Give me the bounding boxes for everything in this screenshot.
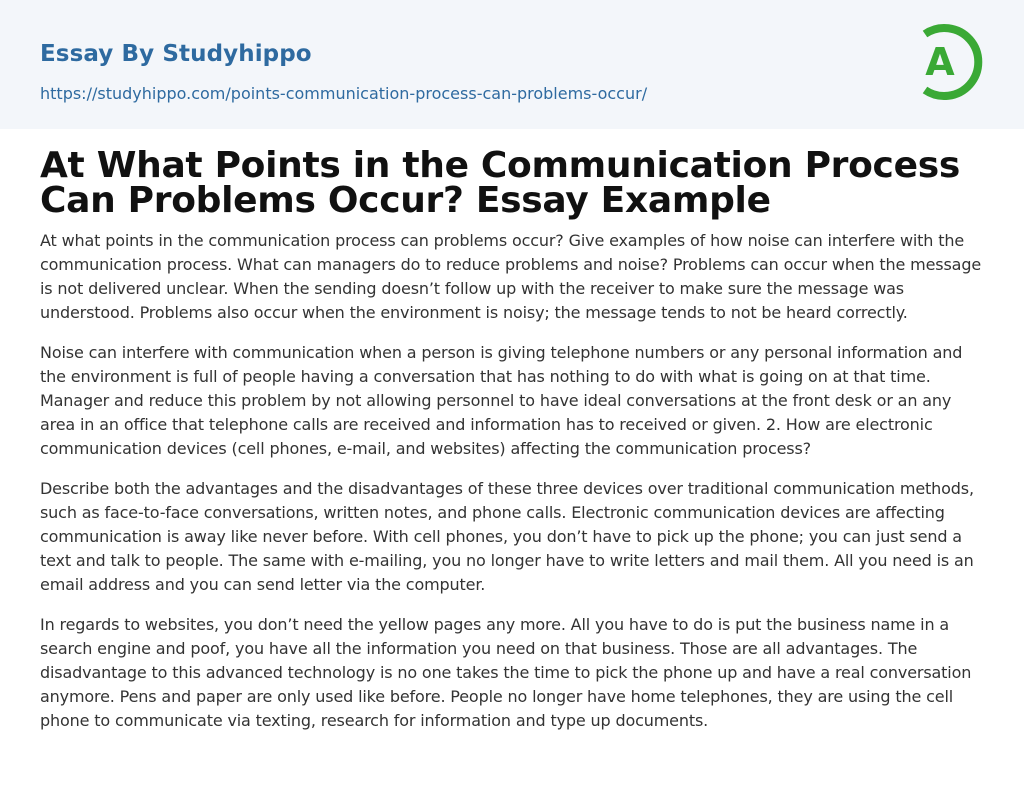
logo-letter: A <box>925 40 955 84</box>
article-title: At What Points in the Communication Process Can Problems Occur? Essay Example <box>40 145 960 221</box>
site-brand[interactable]: Essay By Studyhippo <box>40 41 312 67</box>
page-url[interactable]: https://studyhippo.com/points-communication-process-can-problems-occur/ <box>40 84 648 103</box>
article-paragraph: In regards to websites, you don’t need the yellow pages any more. All you have to do is put the business name in a search engine and poof, you have all the information you need on that business. Those are all advantages. The disadvantage to this advanced technology is no one takes the time to pick the phone up and have a real conversation anymore. Pens and paper are only used like before. People no longer have home telephones, they are using the cell phone to communicate via texting, research for information and type up documents. <box>40 615 972 730</box>
article <box>40 145 984 733</box>
article-paragraph: Noise can interfere with communication when a person is giving telephone numbers or any personal information and the environment is full of people having a conversation that has nothing to do with what is going on at that time. Manager and reduce this problem by not allowing personnel to have ideal conversations at the front desk or an any area in an office that telephone calls are received and information has to received or given. 2. How are electronic communication devices (cell phones, e-mail, and websites) affecting the communication process? <box>40 343 963 458</box>
article-paragraph: At what points in the communication process can problems occur? Give examples of how noise can interfere with the communication process. What can managers do to reduce problems and noise? Problems can occur when the message is not delivered unclear. When the sending doesn’t follow up with the receiver to make sure the message was understood. Problems also occur when the environment is noisy; the message tends to not be heard correctly. <box>40 231 982 322</box>
article-paragraph: Describe both the advantages and the disadvantages of these three devices over traditional communication methods, such as face-to-face conversations, written notes, and phone calls. Electronic communication devices are affecting communication is away like never before. With cell phones, you don’t have to pick up the phone; you can just send a text and talk to people. The same with e-mailing, you no longer have to write letters and mail them. All you need is an email address and you can send letter via the computer. <box>40 479 974 594</box>
site-header <box>0 0 1024 129</box>
studyhippo-logo-icon[interactable] <box>912 19 986 105</box>
